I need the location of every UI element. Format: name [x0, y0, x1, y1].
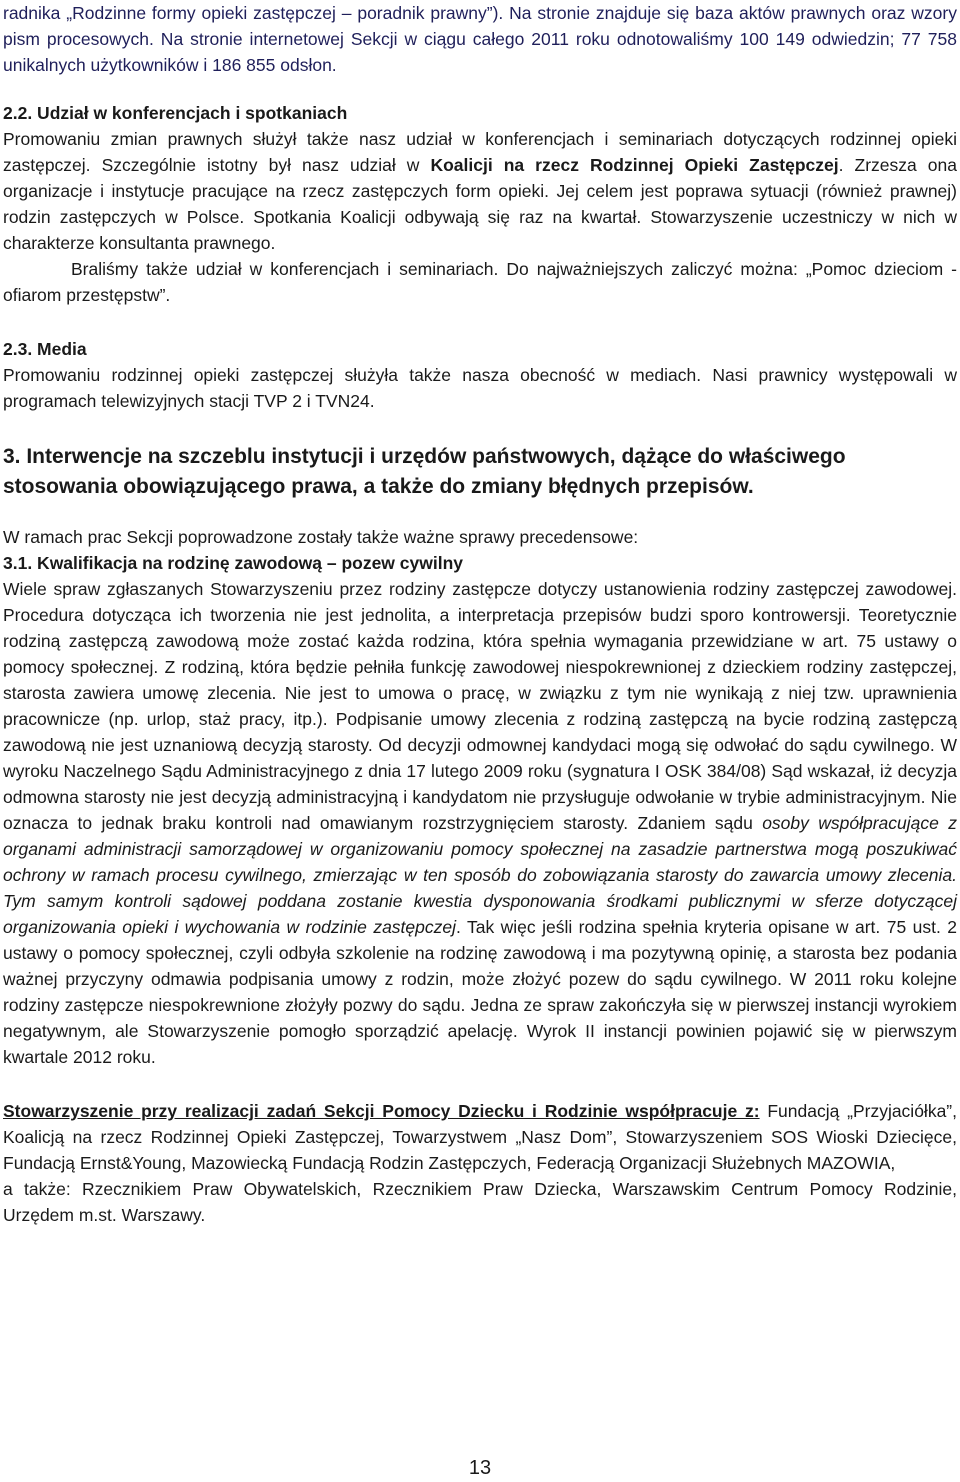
section-3-1-text-a: Wiele spraw zgłaszanych Stowarzyszeniu przez rodziny zastępcze dotyczy ustanowienia rodziny zastępczej zawodowej. Procedura dotycząca ich tworzenia nie jest jednolita, a interpretacja przepisów budzi sporo kontrowersji. Teoretycznie rodziną zastępczą zawodową może zostać każda rodzina, która spełnia wymagania przewidziane w art. 75 ustawy o pomocy społecznej. Z rodziną, która będzie pełniła funkcję zawodowej niespokrewnionej z dzieckiem rodziny zastępczej, starosta zawiera umowę zlecenia. Nie jest to umowa o pracę, w związku z tym nie wynikają z niej tzw. uprawnienia pracownicze (np. urlop, staż pracy, itp.). Podpisanie umowy zlecenia z rodziną zastępczą na bycie rodziną zastępczą zawodową nie jest uznaniową decyzją starosty. Od decyzji odmownej kandydaci mogą się odwołać do sądu cywilnego. W wyroku Naczelnego Sądu Administracyjnego z dnia 17 lutego 2009 roku (sygnatura I OSK 384/08) Sąd wskazał, iż decyzja odmowna starosty nie jest decyzją administracyjną i kandydatom nie przysługuje odwołanie w trybie administracyjnym. Nie oznacza to jednak braku kontroli nad omawianym rozstrzygnięciem starosty. Zdaniem sądu [3, 579, 957, 833]
section-3-1-paragraph [3, 576, 957, 1070]
cooperation-partners: Fundacją „Przyjaciółka”, Koalicją na rzecz Rodzinnej Opieki Zastępczej, Towarzystwem „Nasz Dom”, Stowarzyszeniem SOS Wioski Dziecięce, Fundacją Ernst&Young, Mazowiecką Fundacją Rodzin Zastępczych, Federacją Organizacji Służebnych MAZOWIA, [3, 1101, 957, 1173]
section-2-2-heading: 2.2. Udział w konferencjach i spotkaniach [3, 103, 348, 123]
section-2-2-text-a: Promowaniu zmian prawnych służył także nasz udział w konferencjach i seminariach dotyczących rodzinnej opieki zastępczej. Szczególnie istotny był nasz udział w [3, 129, 957, 175]
intro-paragraph: radnika „Rodzinne formy opieki zastępczej – poradnik prawny”). Na stronie znajduje się baza aktów prawnych oraz wzory pism procesowych. Na stronie internetowej Sekcji w ciągu całego 2011 roku odnotowaliśmy 100 149 odwiedzin; 77 758 unikalnych użytkowników i 186 855 odsłon. [3, 3, 957, 75]
section-3-1-text-b: . Tak więc jeśli rodzina spełnia kryteria opisane w art. 75 ust. 2 ustawy o pomocy społecznej, czyli odbyła szkolenie na rodzinę zawodową i ma pozytywną opinię, a starosta bez podania ważnej przyczyny odmawia podpisania umowy z rodzin, może złożyć pozew do sądu cywilnego. W 2011 roku kolejne rodziny zastępcze niespokrewnione złożyły pozwy do sądu. Jedna ze spraw zakończyła się w pierwszej instancji wyrokiem negatywnym, ale Stowarzyszenie pomogło sporządzić apelację. Wyrok II instancji powinien pojawić się w pierwszym kwartale 2012 roku. [3, 917, 957, 1067]
cooperation-lead-underlined: Stowarzyszenie przy realizacji zadań Sekcji Pomocy Dziecku i Rodzinie współpracuje z: [3, 1101, 760, 1121]
coalition-name-bold: Koalicji na rzecz Rodzinnej Opieki Zastępczej [430, 155, 839, 175]
section-2-2-text-c: . Zrzesza ona organizacje i instytucje pracujące na rzecz zastępczych form opieki. Jej celem jest poprawa sytuacji (również prawnej) rodzin zastępczych w Polsce. Spotkania Koalicji odbywają się raz na kwartał. Stowarzyszenie uczestniczy w nich w charakterze konsultanta prawnego. [3, 155, 958, 253]
cooperation-paragraph [3, 1098, 957, 1176]
section-2-2-paragraph-2: Braliśmy także udział w konferencjach i seminariach. Do najważniejszych zaliczyć można: „Pomoc dzieciom - ofiarom przestępstw”. [3, 259, 957, 305]
section-3-intro: W ramach prac Sekcji poprowadzone zostały także ważne sprawy precedensowe: [3, 527, 639, 547]
section-2-3-paragraph: Promowaniu rodzinnej opieki zastępczej służyła także nasza obecność w mediach. Nasi prawnicy występowali w programach telewizyjnych stacji TVP 2 i TVN24. [3, 365, 957, 411]
section-2-2-paragraph-1 [3, 126, 957, 256]
document-page [3, 0, 957, 1228]
cooperation-paragraph-2: a także: Rzecznikiem Praw Obywatelskich, Rzecznikiem Praw Dziecka, Warszawskim Centrum Pomocy Rodzinie, Urzędem m.st. Warszawy. [3, 1179, 957, 1225]
section-3-heading: 3. Interwencje na szczeblu instytucji i urzędów państwowych, dążące do właściwego stosowania obowiązującego prawa, a także do zmiany błędnych przepisów. [3, 445, 846, 498]
court-quote-italic: osoby współpracujące z organami administracji samorządowej w organizowaniu pomocy społecznej na zasadzie partnerstwa mogą poszukiwać ochrony w ramach procesu cywilnego, zmierzając w ten sposób do zobowiązania starosty do zawarcia umowy zlecenia. Tym samym kontroli sądowej poddana zostanie kwestia dysponowania środkami publicznymi w sferze dotyczącej organizowania opieki i wychowania w rodzinie zastępczej [3, 813, 957, 937]
section-2-3-heading: 2.3. Media [3, 339, 87, 359]
section-3-1-heading: 3.1. Kwalifikacja na rodzinę zawodową – pozew cywilny [3, 553, 463, 573]
page-number: 13 [468, 1457, 492, 1479]
